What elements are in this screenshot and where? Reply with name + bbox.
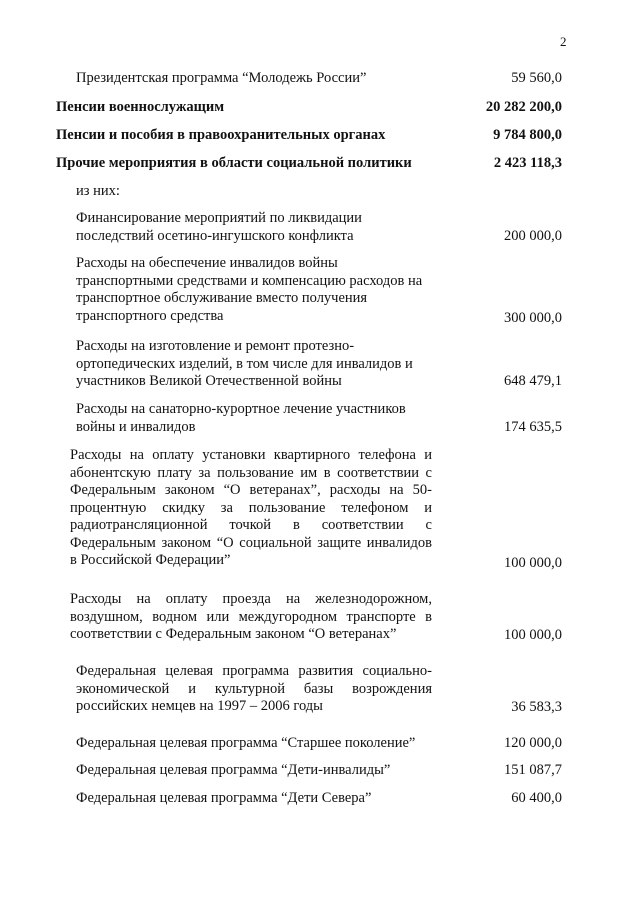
row-label-russian-germans: Федеральная целевая программа развития социально-экономической и культурной базы возрождения российских немцев на 1997 – 2006 годы [76,663,432,714]
row-amount-military-pensions: 20 282 200,0 [485,99,562,115]
page-number: 2 [560,34,567,49]
row-label-sanatorium: Расходы на санаторно-курортное лечение участников войны и инвалидов [76,401,406,435]
row-label-telephone: Расходы на оплату установки квартирного телефона и абонентскую плату за пользование им в соответствии с Федеральным законом “О ветеранах”, расходы на 50-процентную скидку за пользование телефоном и радиотрансляционной точкой в соответствии с Федеральным законом “О социальной защите инвалидов в Российской Федерации” [70,447,432,568]
row-amount-sanatorium: 174 635,5 [504,419,562,435]
row-label-youth-program: Президентская программа “Молодежь России” [76,70,367,86]
row-amount-prosthetics: 648 479,1 [504,373,562,389]
row-amount-travel: 100 000,0 [504,627,562,643]
row-amount-children-north: 60 400,0 [511,790,562,806]
row-label-older-generation: Федеральная целевая программа “Старшее поколение” [76,735,416,751]
row-amount-law-enforcement-pensions: 9 784 800,0 [493,127,562,143]
row-label-other-social-measures: Прочие мероприятия в области социальной политики [56,155,412,171]
row-amount-other-social-measures: 2 423 118,3 [493,155,562,171]
row-amount-russian-germans: 36 583,3 [511,699,562,715]
row-label-disabled-children: Федеральная целевая программа “Дети-инвалиды” [76,762,391,778]
row-label-children-north: Федеральная целевая программа “Дети Севера” [76,790,372,806]
row-amount-older-generation: 120 000,0 [504,735,562,751]
row-amount-disabled-children: 151 087,7 [504,762,562,778]
row-amount-war-invalids-transport: 300 000,0 [504,310,562,326]
row-label-travel: Расходы на оплату проезда на железнодорожном, воздушном, водном или междугородном транспорте в соответствии с Федеральным законом “О ветеранах” [70,591,432,642]
row-amount-telephone: 100 000,0 [504,555,562,571]
row-label-of-which: из них: [76,183,120,199]
row-amount-youth-program: 59 560,0 [511,70,562,86]
row-amount-ossetian-conflict: 200 000,0 [504,228,562,244]
row-label-prosthetics: Расходы на изготовление и ремонт протезно-ортопедических изделий, в том числе для инвалидов и участников Великой Отечественной войны [76,338,413,389]
row-label-law-enforcement-pensions: Пенсии и пособия в правоохранительных органах [56,127,386,143]
row-label-ossetian-conflict: Финансирование мероприятий по ликвидации последствий осетино-ингушского конфликта [76,210,362,244]
row-label-war-invalids-transport: Расходы на обеспечение инвалидов войны транспортными средствами и компенсацию расходов на транспортное обслуживание вместо получения транспортного средства [76,255,423,324]
row-label-military-pensions: Пенсии военнослужащим [56,99,225,115]
